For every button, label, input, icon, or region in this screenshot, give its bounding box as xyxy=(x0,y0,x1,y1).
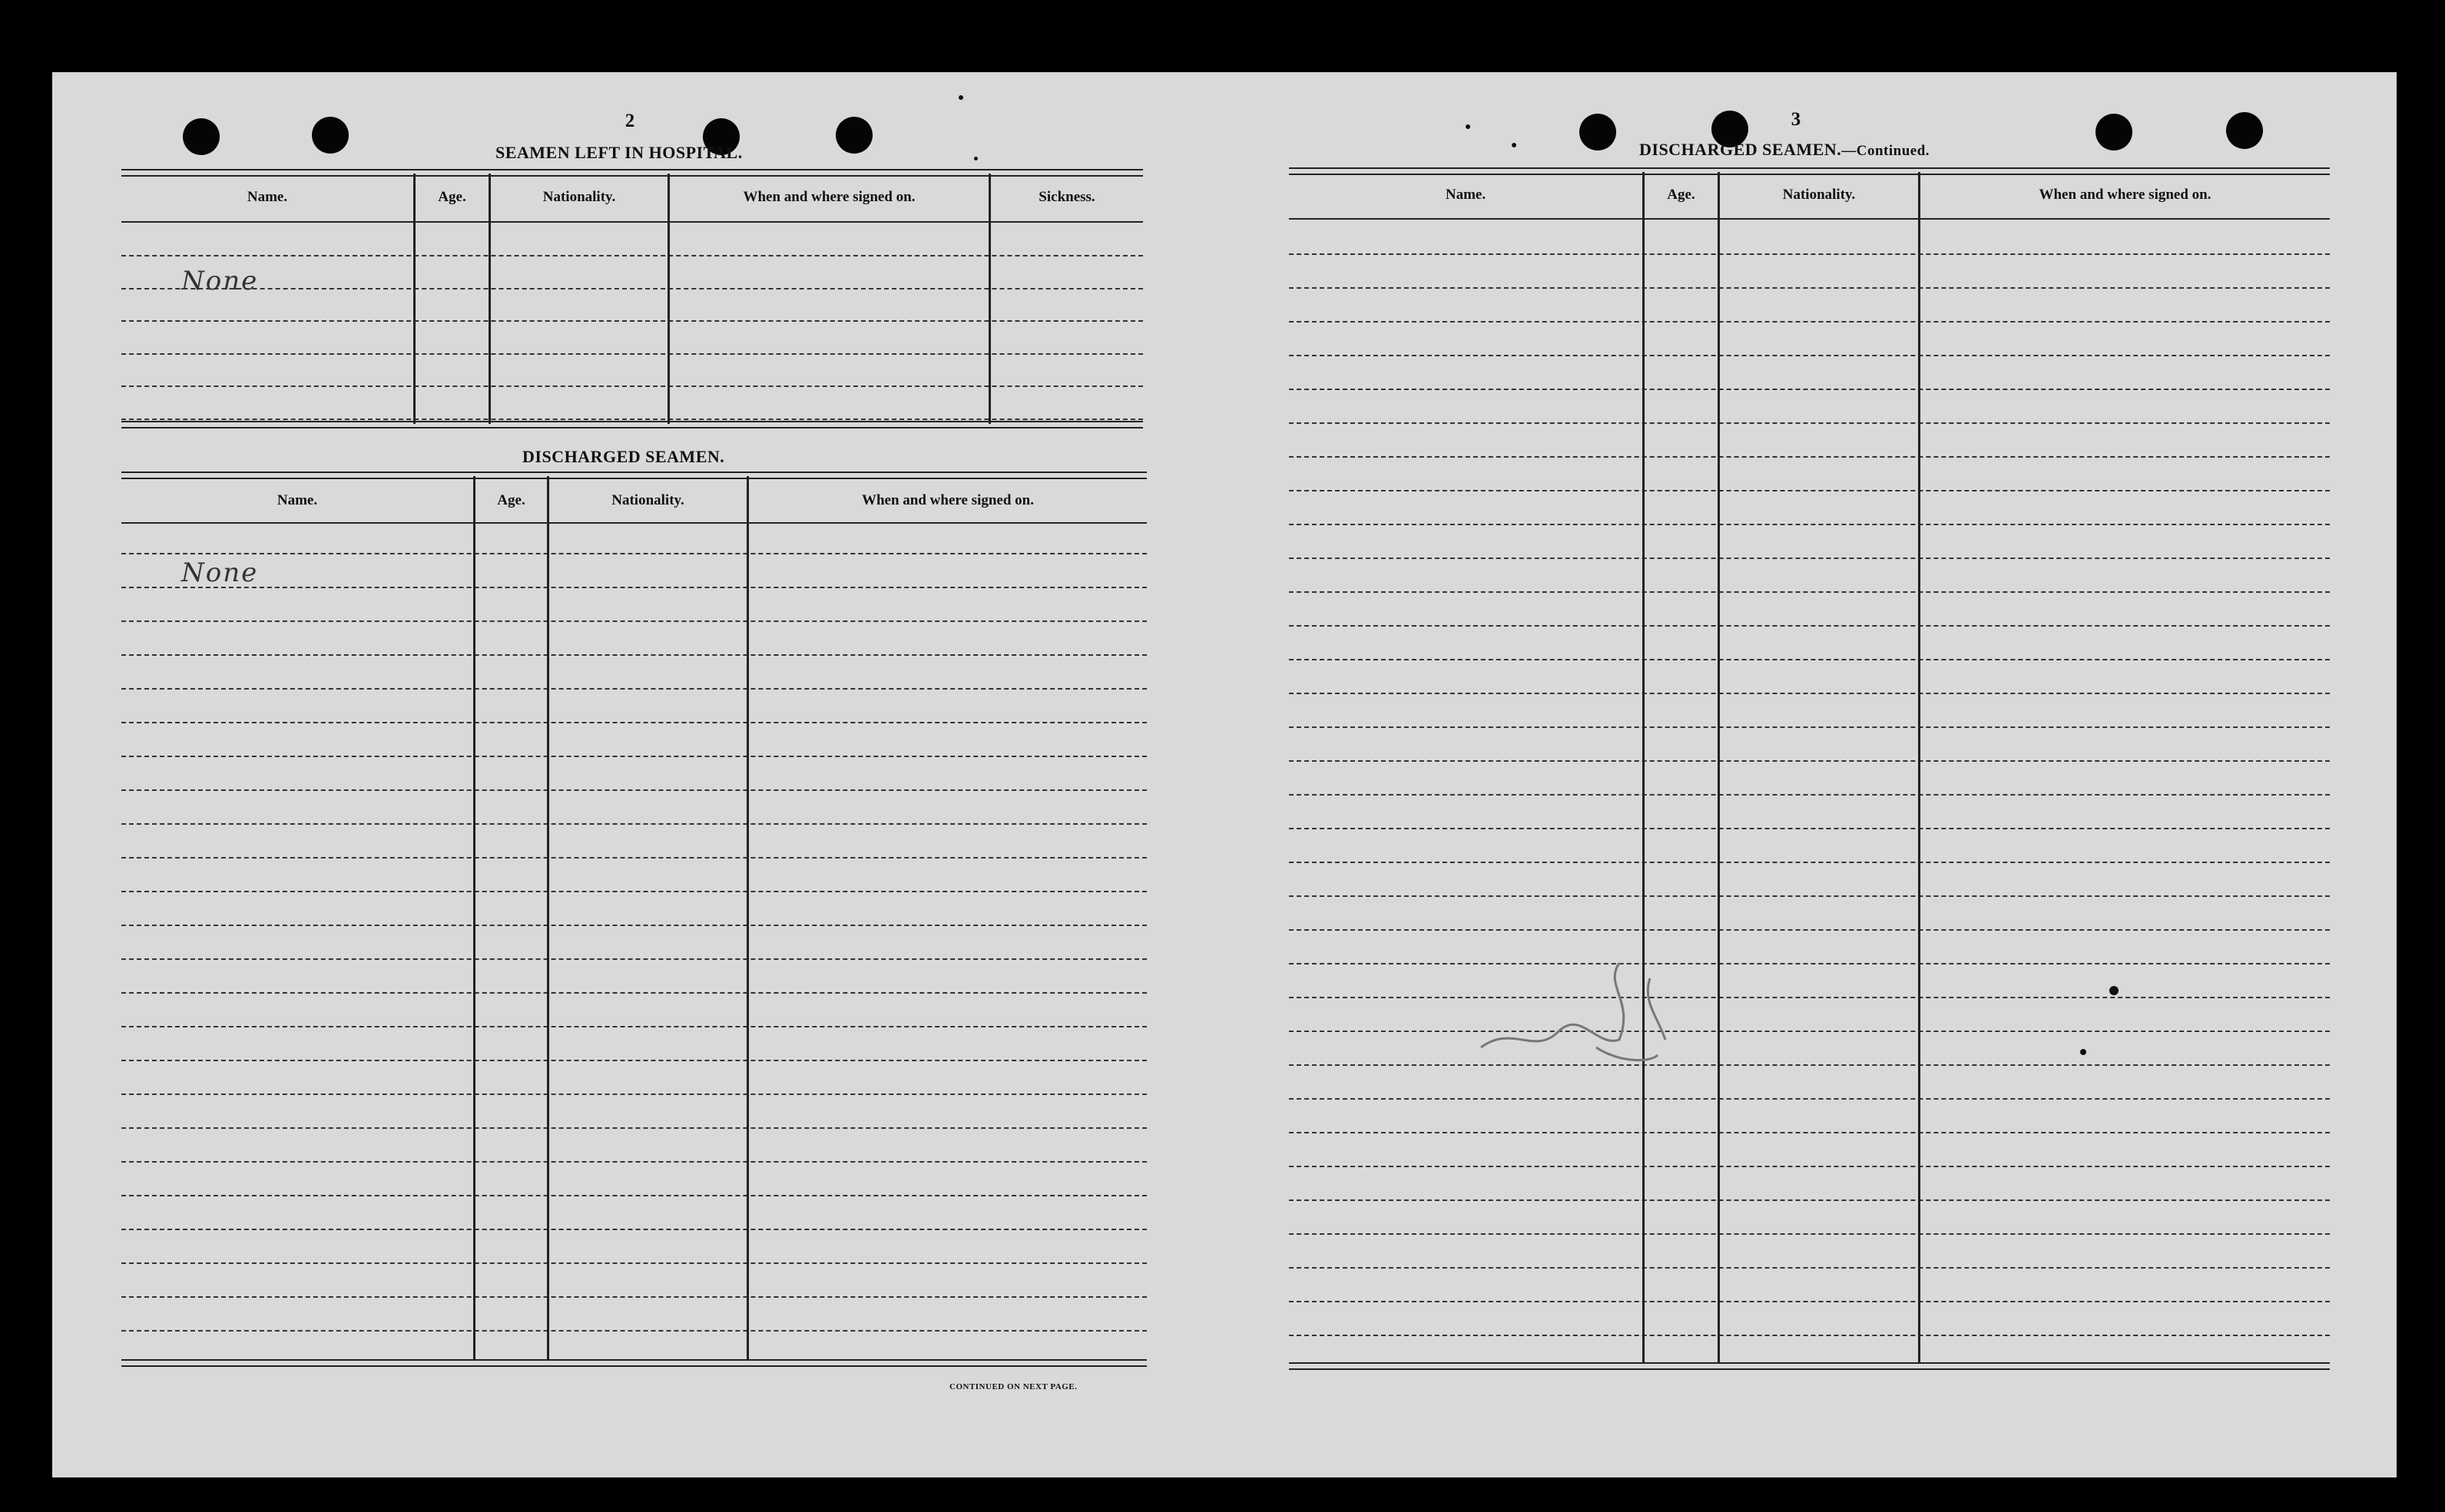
row-ruling xyxy=(1289,1098,2330,1100)
title-suffix: —Continued. xyxy=(1841,143,1930,159)
row-ruling xyxy=(121,992,1147,994)
punch-hole xyxy=(2095,114,2132,151)
table-bottom-rule xyxy=(121,1359,1147,1367)
discharged-continued-table xyxy=(1289,167,2330,1381)
row-ruling xyxy=(121,958,1147,960)
row-ruling xyxy=(1289,253,2330,255)
column-divider xyxy=(1918,172,1920,1362)
table-top-rule xyxy=(121,471,1147,479)
row-ruling xyxy=(1289,963,2330,964)
row-ruling xyxy=(1289,693,2330,694)
row-ruling xyxy=(121,553,1147,554)
column-divider xyxy=(989,174,991,424)
row-ruling xyxy=(121,1060,1147,1061)
page-number: 3 xyxy=(1791,109,1801,130)
row-ruling xyxy=(1289,828,2330,829)
row-ruling xyxy=(121,857,1147,859)
row-ruling xyxy=(121,756,1147,757)
row-ruling xyxy=(121,654,1147,656)
row-ruling xyxy=(121,587,1147,588)
row-ruling xyxy=(121,1026,1147,1027)
row-ruling xyxy=(121,1161,1147,1163)
row-ruling xyxy=(121,891,1147,892)
table-bottom-rule xyxy=(121,421,1143,428)
column-header: Name. xyxy=(247,189,288,205)
row-ruling xyxy=(1289,490,2330,491)
row-ruling xyxy=(1289,524,2330,525)
header-rule xyxy=(1289,218,2330,220)
row-ruling xyxy=(1289,1132,2330,1133)
row-ruling xyxy=(121,620,1147,622)
row-ruling xyxy=(121,1127,1147,1129)
header-rule xyxy=(121,522,1147,524)
row-ruling xyxy=(121,925,1147,926)
row-ruling xyxy=(1289,794,2330,796)
column-header: Nationality. xyxy=(611,492,684,508)
column-divider xyxy=(747,476,749,1359)
row-ruling xyxy=(1289,1166,2330,1167)
discharged-section-title: DISCHARGED SEAMEN. xyxy=(522,447,725,466)
row-ruling xyxy=(1289,659,2330,660)
column-header: Nationality. xyxy=(1782,187,1856,203)
row-ruling xyxy=(121,1262,1147,1264)
column-divider xyxy=(1718,172,1720,1362)
row-ruling xyxy=(1289,1301,2330,1302)
row-ruling xyxy=(1289,1199,2330,1201)
row-ruling xyxy=(121,688,1147,690)
faint-signature-mark xyxy=(1466,932,1727,1070)
handwritten-entry: None xyxy=(181,557,259,588)
document-scan xyxy=(52,72,2397,1477)
column-divider xyxy=(489,174,491,424)
row-ruling xyxy=(1289,557,2330,559)
row-ruling xyxy=(1289,287,2330,289)
column-header: Name. xyxy=(277,492,318,508)
row-ruling xyxy=(121,1229,1147,1230)
row-ruling xyxy=(1289,1335,2330,1336)
column-header: When and where signed on. xyxy=(861,492,1034,508)
table-bottom-rule xyxy=(1289,1362,2330,1370)
row-ruling xyxy=(1289,321,2330,323)
row-ruling xyxy=(121,1195,1147,1196)
discharged-table xyxy=(121,471,1147,1370)
column-header: Name. xyxy=(1445,187,1486,203)
punch-hole xyxy=(1579,114,1616,151)
row-ruling xyxy=(121,1330,1147,1332)
column-divider xyxy=(547,476,549,1359)
column-header: Age. xyxy=(497,492,525,508)
discharged-continued-title xyxy=(1639,140,1930,160)
column-divider xyxy=(668,174,670,424)
punch-hole xyxy=(2226,112,2263,149)
row-ruling xyxy=(1289,355,2330,356)
column-header: Age. xyxy=(438,189,466,205)
hospital-section-title: SEAMEN LEFT IN HOSPITAL. xyxy=(495,143,743,162)
table-top-rule xyxy=(1289,167,2330,175)
row-ruling xyxy=(1289,929,2330,931)
row-ruling xyxy=(1289,422,2330,424)
punch-hole xyxy=(183,118,220,155)
row-ruling xyxy=(1289,625,2330,627)
punch-hole xyxy=(836,117,873,154)
column-divider xyxy=(1642,172,1645,1362)
continued-note: CONTINUED ON NEXT PAGE. xyxy=(949,1382,1078,1391)
page-number: 2 xyxy=(625,111,635,131)
column-header: Nationality. xyxy=(542,189,616,205)
title-main: DISCHARGED SEAMEN. xyxy=(1639,140,1842,159)
row-ruling xyxy=(121,722,1147,723)
ink-speck xyxy=(1466,124,1470,129)
row-ruling xyxy=(1289,1267,2330,1269)
row-ruling xyxy=(1289,862,2330,863)
row-ruling xyxy=(1289,389,2330,390)
handwritten-entry: None xyxy=(181,266,259,296)
row-ruling xyxy=(1289,726,2330,728)
column-header: Sickness. xyxy=(1039,189,1095,205)
row-ruling xyxy=(1289,591,2330,593)
row-ruling xyxy=(121,789,1147,791)
column-divider xyxy=(473,476,475,1359)
ink-speck xyxy=(1512,143,1516,147)
column-header: Age. xyxy=(1667,187,1695,203)
hospital-table xyxy=(121,169,1143,430)
row-ruling xyxy=(1289,1031,2330,1032)
row-ruling xyxy=(1289,1064,2330,1066)
column-header: When and where signed on. xyxy=(743,189,916,205)
ink-speck xyxy=(959,95,963,100)
row-ruling xyxy=(1289,760,2330,762)
punch-hole xyxy=(312,117,349,154)
column-divider xyxy=(413,174,416,424)
row-ruling xyxy=(1289,997,2330,998)
row-ruling xyxy=(121,1296,1147,1298)
column-header: When and where signed on. xyxy=(2039,187,2211,203)
row-ruling xyxy=(121,823,1147,825)
row-ruling xyxy=(1289,456,2330,458)
row-ruling xyxy=(1289,1233,2330,1235)
row-ruling xyxy=(1289,895,2330,897)
ink-speck xyxy=(974,157,978,160)
row-ruling xyxy=(121,1093,1147,1095)
